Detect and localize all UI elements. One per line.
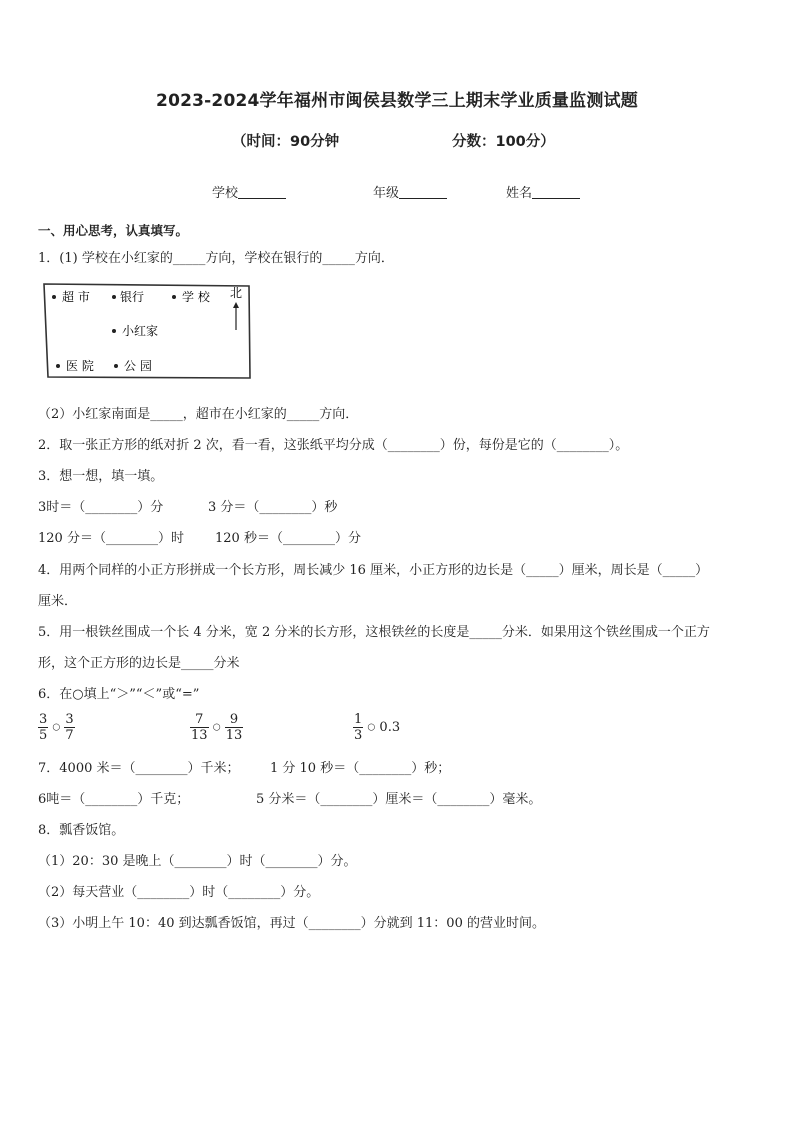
fraction-a bbox=[190, 712, 209, 743]
numerator: 7 bbox=[190, 712, 209, 728]
compare-2 bbox=[190, 712, 243, 743]
map-park: 公 园 bbox=[124, 359, 152, 373]
exam-score: 分数：100分） bbox=[452, 134, 555, 150]
fraction-a bbox=[353, 712, 363, 743]
question-8-part-3: （3）小明上午 10：40 到达瓢香饭馆，再过（________）分就到 11：00 的营业时间。 bbox=[38, 916, 545, 931]
numerator: 3 bbox=[39, 712, 48, 727]
question-7-d: 5 分米＝（________）厘米＝（________）毫米。 bbox=[256, 792, 542, 807]
denominator: 13 bbox=[225, 728, 243, 743]
supermarket-dot bbox=[52, 295, 56, 299]
bank-dot bbox=[112, 295, 116, 299]
question-7-a: 7．4000 米＝（________）千米； bbox=[38, 761, 240, 776]
exam-title: 2023-2024学年福州市闽侯县数学三上期末学业质量监测试题 bbox=[156, 91, 638, 111]
denominator: 5 bbox=[39, 728, 48, 743]
school-label: 学校 bbox=[212, 186, 239, 201]
fraction-b bbox=[225, 712, 244, 743]
decimal-value: 0.3 bbox=[379, 720, 401, 735]
question-3-c: 120 分＝（________）时 bbox=[38, 531, 184, 546]
question-8: 8．瓢香饭馆。 bbox=[38, 823, 125, 838]
question-4-line-1: 4．用两个同样的小正方形拼成一个长方形，周长减少 16 厘米，小正方形的边长是（_____）厘米，周长是（_____） bbox=[38, 563, 709, 578]
compare-3 bbox=[353, 712, 400, 743]
fraction-a bbox=[38, 712, 48, 743]
north-arrow-icon bbox=[233, 302, 239, 308]
denominator: 7 bbox=[65, 728, 74, 743]
park-dot bbox=[114, 364, 118, 368]
question-5-line-1: 5．用一根铁丝围成一个长 4 分米，宽 2 分米的长方形，这根铁丝的长度是_____分米．如果用这个铁丝围成一个正方 bbox=[38, 625, 710, 640]
exam-time: （时间：90分钟 bbox=[232, 134, 340, 150]
school-dot bbox=[172, 295, 176, 299]
question-8-part-2: （2）每天营业（________）时（________）分。 bbox=[38, 885, 320, 900]
question-7-b: 1 分 10 秒＝（________）秒； bbox=[270, 761, 451, 776]
denominator: 3 bbox=[354, 728, 363, 743]
question-2: 2．取一张正方形的纸对折 2 次，看一看，这张纸平均分成（________）份，每份是它的（________）。 bbox=[38, 438, 629, 453]
numerator: 1 bbox=[354, 712, 363, 727]
hospital-dot bbox=[56, 364, 60, 368]
question-3-b: 3 分＝（________）秒 bbox=[208, 500, 338, 515]
school-field[interactable] bbox=[212, 182, 286, 201]
question-3: 3．想一想，填一填。 bbox=[38, 469, 164, 484]
compare-circle[interactable]: ○ bbox=[367, 722, 376, 733]
question-1-part-1: 1．(1) 学校在小红家的_____方向，学校在银行的_____方向． bbox=[38, 251, 394, 266]
map-school: 学 校 bbox=[182, 290, 210, 304]
map-north-label: 北 bbox=[230, 286, 243, 300]
map-hospital: 医 院 bbox=[66, 359, 94, 373]
question-6: 6．在○填上“＞”“＜”或“=” bbox=[38, 687, 200, 702]
numerator: 9 bbox=[225, 712, 244, 728]
question-8-part-1: （1）20：30 是晚上（________）时（________）分。 bbox=[38, 854, 357, 869]
name-blank[interactable] bbox=[532, 185, 580, 199]
school-blank[interactable] bbox=[238, 185, 286, 199]
question-3-d: 120 秒＝（________）分 bbox=[215, 531, 361, 546]
compare-circle[interactable]: ○ bbox=[212, 722, 221, 733]
map-supermarket: 超 市 bbox=[62, 290, 90, 304]
compare-1 bbox=[38, 712, 75, 743]
location-map bbox=[42, 282, 252, 380]
map-home: 小红家 bbox=[122, 324, 159, 338]
denominator: 13 bbox=[191, 728, 208, 743]
name-label: 姓名 bbox=[506, 186, 533, 201]
fraction-b bbox=[64, 712, 74, 743]
section-heading: 一、用心思考，认真填写。 bbox=[38, 223, 189, 238]
question-1-part-2: （2）小红家南面是_____，超市在小红家的_____方向． bbox=[38, 407, 359, 422]
numerator: 3 bbox=[65, 712, 74, 727]
question-7-c: 6吨＝（________）千克； bbox=[38, 792, 190, 807]
question-3-a: 3时＝（________）分 bbox=[38, 500, 164, 515]
map-bank: 银行 bbox=[120, 290, 145, 304]
grade-field[interactable] bbox=[373, 182, 447, 201]
grade-label: 年级 bbox=[373, 186, 400, 201]
compare-circle[interactable]: ○ bbox=[52, 722, 61, 733]
question-4-line-2: 厘米． bbox=[38, 594, 78, 609]
name-field[interactable] bbox=[506, 182, 580, 201]
home-dot bbox=[112, 329, 116, 333]
grade-blank[interactable] bbox=[399, 185, 447, 199]
question-5-line-2: 形，这个正方形的边长是_____分米 bbox=[38, 656, 240, 671]
